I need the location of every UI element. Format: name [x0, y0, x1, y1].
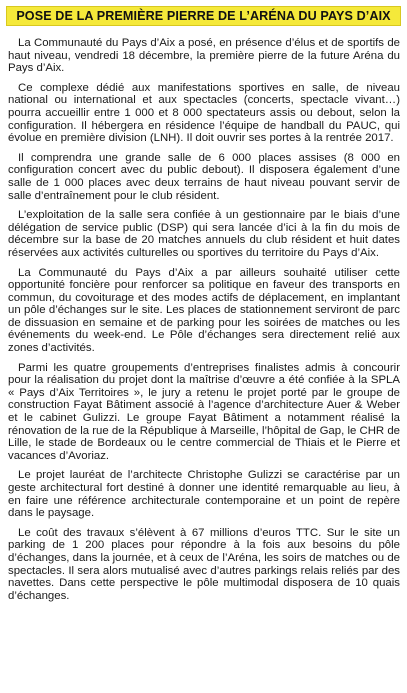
paragraph-4: L’exploitation de la salle sera confiée à un gestionnaire par le biais d’une délégation de service public (DSP) qui sera lancée d’ici à la fin du mois de décembre sur la base de 20 matches annuels du club résident et huit dates réservées aux activités culturelles ou sportives du territoire du Pays d’Aix.: [8, 209, 400, 259]
paragraph-2: Ce complexe dédié aux manifestations sportives en salle, de niveau national ou international et aux spectacles (concerts, spectacle vivant…) pourra accueillir entre 1 000 et 8 000 spectateurs assis ou debout, selon la configuration. Il hébergera en résidence l’équipe de handball du PAUC, qui évolue en première division (LNH). Il doit ouvrir ses portes à la rentrée 2017.: [8, 81, 400, 145]
paragraph-3: Il comprendra une grande salle de 6 000 places assises (8 000 en configuration concert avec du public debout). Il disposera également d’une salle de 1 000 places avec deux terrains de haut niveau pouvant servir de salle d’entraînement pour le club résident.: [8, 151, 400, 202]
paragraph-1: La Communauté du Pays d’Aix a posé, en présence d’élus et de sportifs de haut niveau, vendredi 18 décembre, la première pierre de la future Aréna du Pays d’Aix.: [8, 37, 400, 75]
paragraph-7: Le projet lauréat de l’architecte Christophe Gulizzi se caractérise par un geste architectural fort destiné à donner une identité remarquable au lieu, à en faire une référence architecturale contemporaine et un point de repère dans le paysage.: [8, 469, 400, 520]
paragraph-8: Le coût des travaux s’élèvent à 67 millions d’euros TTC. Sur le site un parking de 1 200 places pour répondre à la fois aux besoins du pôle d’échanges, dans la journée, et à ceux de l’Aréna, les soirs de matches ou de spectacles. Il sera alors mutualisé avec d’autres parkings relais reliés par des navettes. Dans cette perspective le pôle multimodal disposera de 10 quais d’échanges.: [8, 526, 400, 602]
title-banner: [6, 6, 401, 26]
article-body: [8, 37, 400, 609]
paragraph-6: Parmi les quatre groupements d’entreprises finalistes admis à concourir pour la réalisation du projet dont la maîtrise d’œuvre a été confiée à la SPLA « Pays d’Aix Territoires », le jury a retenu le projet porté par le groupe de construction Fayat Bâtiment associé à l’agence d’architecture Auer & Weber et le cabinet Gulizzi. Le groupe Fayat Bâtiment a notamment réalisé la rénovation de la rue de la République à Marseille, l’hôpital de Gap, le CHR de Lille, le stade de Bordeaux ou le centre commercial de Thiais et le Pierre et vacances d’Avoriaz.: [8, 361, 400, 462]
paragraph-5: La Communauté du Pays d’Aix a par ailleurs souhaité utiliser cette opportunité foncière pour renforcer sa politique en faveur des transports en commun, du covoiturage et des modes actifs de déplacement, en implantant un pôle d’échanges sur le site. Les places de stationnement serviront de parc de dissuasion en semaine et de parking pour les soirées de matches ou les événements du week-end. Le Pôle d’échanges sera directement relié aux zones d’activités.: [8, 266, 400, 355]
article-title: POSE DE LA PREMIÈRE PIERRE DE L’ARÉNA DU PAYS D’AIX: [16, 9, 391, 23]
